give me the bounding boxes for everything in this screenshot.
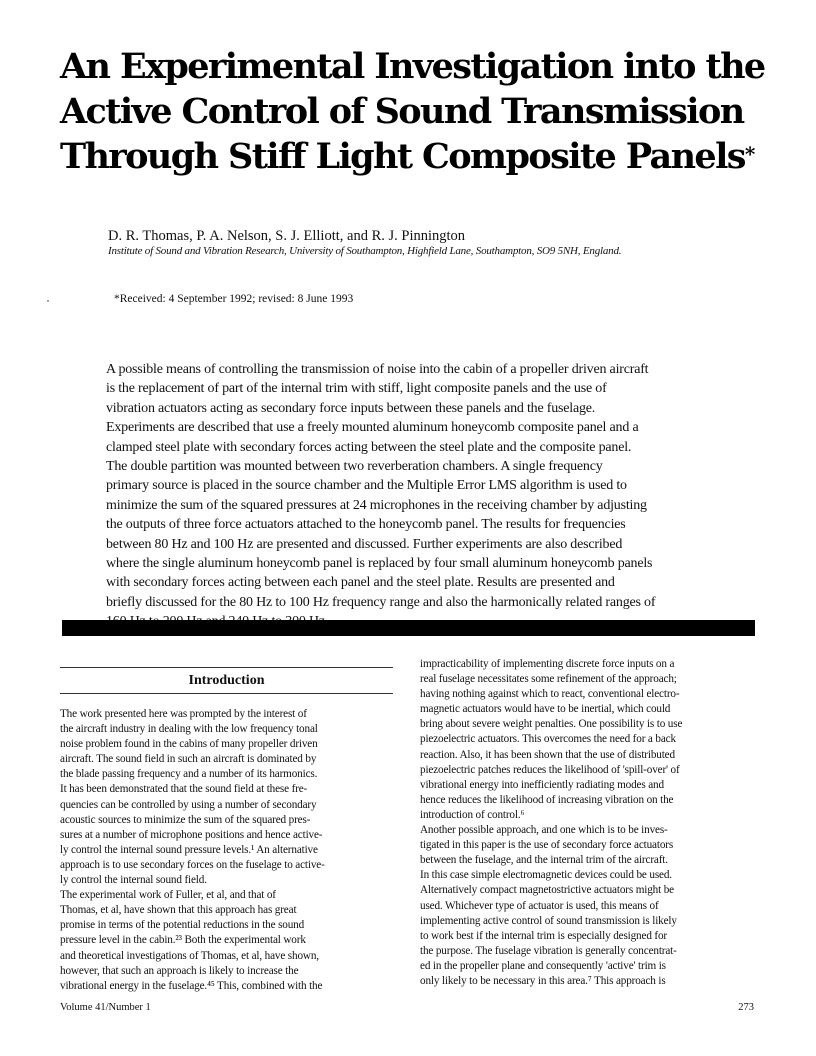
body-text-line: the purpose. The fuselage vibration is generally concentrat-: [420, 944, 677, 957]
paper-title: [60, 44, 780, 179]
abstract-line: the outputs of three force actuators attached to the honeycomb panel. The results for frequencies: [106, 517, 626, 533]
body-text-line: to work best if the internal trim is especially designed for: [420, 929, 668, 942]
abstract-line: vibration actuators acting as secondary force inputs between these panels and the fuselage.: [106, 400, 596, 416]
left-column: [60, 707, 395, 994]
body-text-line: quencies can be controlled by using a number of secondary: [60, 798, 317, 811]
abstract-line: with secondary forces acting between each panel and the steel plate. Results are presented and: [106, 575, 615, 591]
body-text-line: introduction of control.⁶: [420, 808, 525, 821]
body-text-line: approach is to use secondary forces on the fuselage to active-: [60, 858, 325, 871]
title-line-3: [60, 134, 780, 179]
body-text-line: The experimental work of Fuller, et al, and that of: [60, 889, 276, 902]
body-text-line: the blade passing frequency and a number of its harmonics.: [60, 768, 318, 781]
abstract: [106, 360, 766, 632]
title-line-3-text: Through Stiff Light Composite Panels: [60, 136, 745, 177]
abstract-line: primary source is placed in the source chamber and the Multiple Error LMS algorithm is used to: [106, 478, 627, 494]
abstract-line: Experiments are described that use a freely mounted aluminum honeycomb composite panel and a: [106, 420, 639, 436]
margin-dot: [47, 300, 49, 302]
body-text-line: vibrational energy in the fuselage.⁴⁵ This, combined with the: [60, 979, 323, 992]
body-text-line: implementing active control of sound transmission is likely: [420, 914, 677, 927]
body-text-line: noise problem found in the cabins of many propeller driven: [60, 738, 318, 751]
body-text-line: the aircraft industry in dealing with the low frequency tonal: [60, 723, 318, 736]
abstract-line: between 80 Hz and 100 Hz are presented and discussed. Further experiments are also described: [106, 536, 623, 552]
affiliation: Institute of Sound and Vibration Research, University of Southampton, Highfield Lane, Southampton, SO9 5NH, England.: [108, 245, 622, 257]
body-text-line: Another possible approach, and one which is to be inves-: [420, 824, 668, 837]
title-footnote-mark: *: [744, 142, 756, 166]
body-text-line: piezoelectric actuators. This overcomes the need for a back: [420, 733, 676, 746]
body-text-line: tigated in this paper is the use of secondary force actuators: [420, 839, 674, 852]
footer-volume: Volume 41/Number 1: [60, 1002, 151, 1013]
body-text-line: magnetic actuators would have to be inertial, which could: [420, 703, 671, 716]
body-text-line: used. Whichever type of actuator is used, this means of: [420, 899, 659, 912]
body-text-line: acoustic sources to minimize the sum of the squared pres-: [60, 813, 311, 826]
body-text-line: hence reduces the likelihood of increasing vibration on the: [420, 793, 674, 806]
received-note: *Received: 4 September 1992; revised: 8 June 1993: [114, 293, 354, 305]
body-text-line: The work presented here was prompted by the interest of: [60, 708, 307, 720]
abstract-line: where the single aluminum honeycomb panel is replaced by four small aluminum honeycomb panels: [106, 556, 653, 572]
body-text-line: and theoretical investigations of Thomas, et al, have shown,: [60, 949, 319, 962]
body-text-line: ly control the internal sound field.: [60, 874, 207, 887]
body-text-line: however, that such an approach is likely to increase the: [60, 964, 299, 977]
title-line-1: An Experimental Investigation into the: [60, 46, 765, 87]
right-column: [420, 657, 756, 989]
abstract-line: A possible means of controlling the transmission of noise into the cabin of a propeller driven aircraft: [106, 362, 649, 377]
abstract-line: minimize the sum of the squared pressures at 24 microphones in the receiving chamber by adjusting: [106, 497, 647, 513]
authors: D. R. Thomas, P. A. Nelson, S. J. Elliott, and R. J. Pinnington: [108, 228, 466, 244]
body-text-line: aircraft. The sound field in such an aircraft is dominated by: [60, 753, 317, 766]
body-text-line: sures at a number of microphone positions and hence active-: [60, 828, 323, 841]
body-text-line: ed in the propeller plane and consequently 'active' trim is: [420, 959, 666, 972]
abstract-line: briefly discussed for the 80 Hz to 100 Hz frequency range and also the harmonically related ranges of: [106, 594, 656, 610]
body-text-line: reaction. Also, it has been shown that the use of distributed: [420, 748, 675, 761]
body-text-line: Thomas, et al, have shown that this approach has great: [60, 904, 297, 917]
abstract-line: clamped steel plate with secondary forces acting between the steel plate and the composite panel.: [106, 439, 632, 455]
section-divider-bar: [62, 620, 755, 636]
body-text-line: piezoelectric patches reduces the likelihood of 'spill-over' of: [420, 763, 680, 776]
body-text-line: Alternatively compact magnetostrictive actuators might be: [420, 884, 674, 897]
section-heading-introduction: Introduction: [188, 673, 265, 688]
body-text-line: In this case simple electromagnetic devices could be used.: [420, 869, 672, 882]
body-text-line: bring about severe weight penalties. One possibility is to use: [420, 718, 683, 731]
body-text-line: It has been demonstrated that the sound field at these fre-: [60, 783, 308, 796]
body-text-line: impracticability of implementing discrete force inputs on a: [420, 658, 675, 670]
body-text-line: pressure level in the cabin.²³ Both the experimental work: [60, 934, 306, 947]
body-text-line: between the fuselage, and the internal trim of the aircraft.: [420, 854, 668, 867]
body-text-line: real fuselage necessitates some refinement of the approach;: [420, 673, 677, 686]
body-text-line: vibrational energy into inefficiently radiating modes and: [420, 778, 664, 791]
heading-rule-bottom: [60, 693, 393, 694]
body-text-line: having nothing against which to react, conventional electro-: [420, 688, 680, 701]
footer-page-number: 273: [738, 1002, 754, 1013]
abstract-line: is the replacement of part of the internal trim with stiff, light composite panels and the use of: [106, 381, 607, 397]
title-line-2: Active Control of Sound Transmission: [60, 91, 744, 132]
body-text-line: promise in terms of the potential reductions in the sound: [60, 919, 305, 932]
body-text-line: ly control the internal sound pressure levels.¹ An alternative: [60, 843, 318, 856]
body-text-line: only likely to be necessary in this area.⁷ This approach is: [420, 974, 666, 987]
heading-rule-top: [60, 667, 393, 668]
abstract-line: The double partition was mounted between two reverberation chambers. A single frequency: [106, 459, 603, 475]
